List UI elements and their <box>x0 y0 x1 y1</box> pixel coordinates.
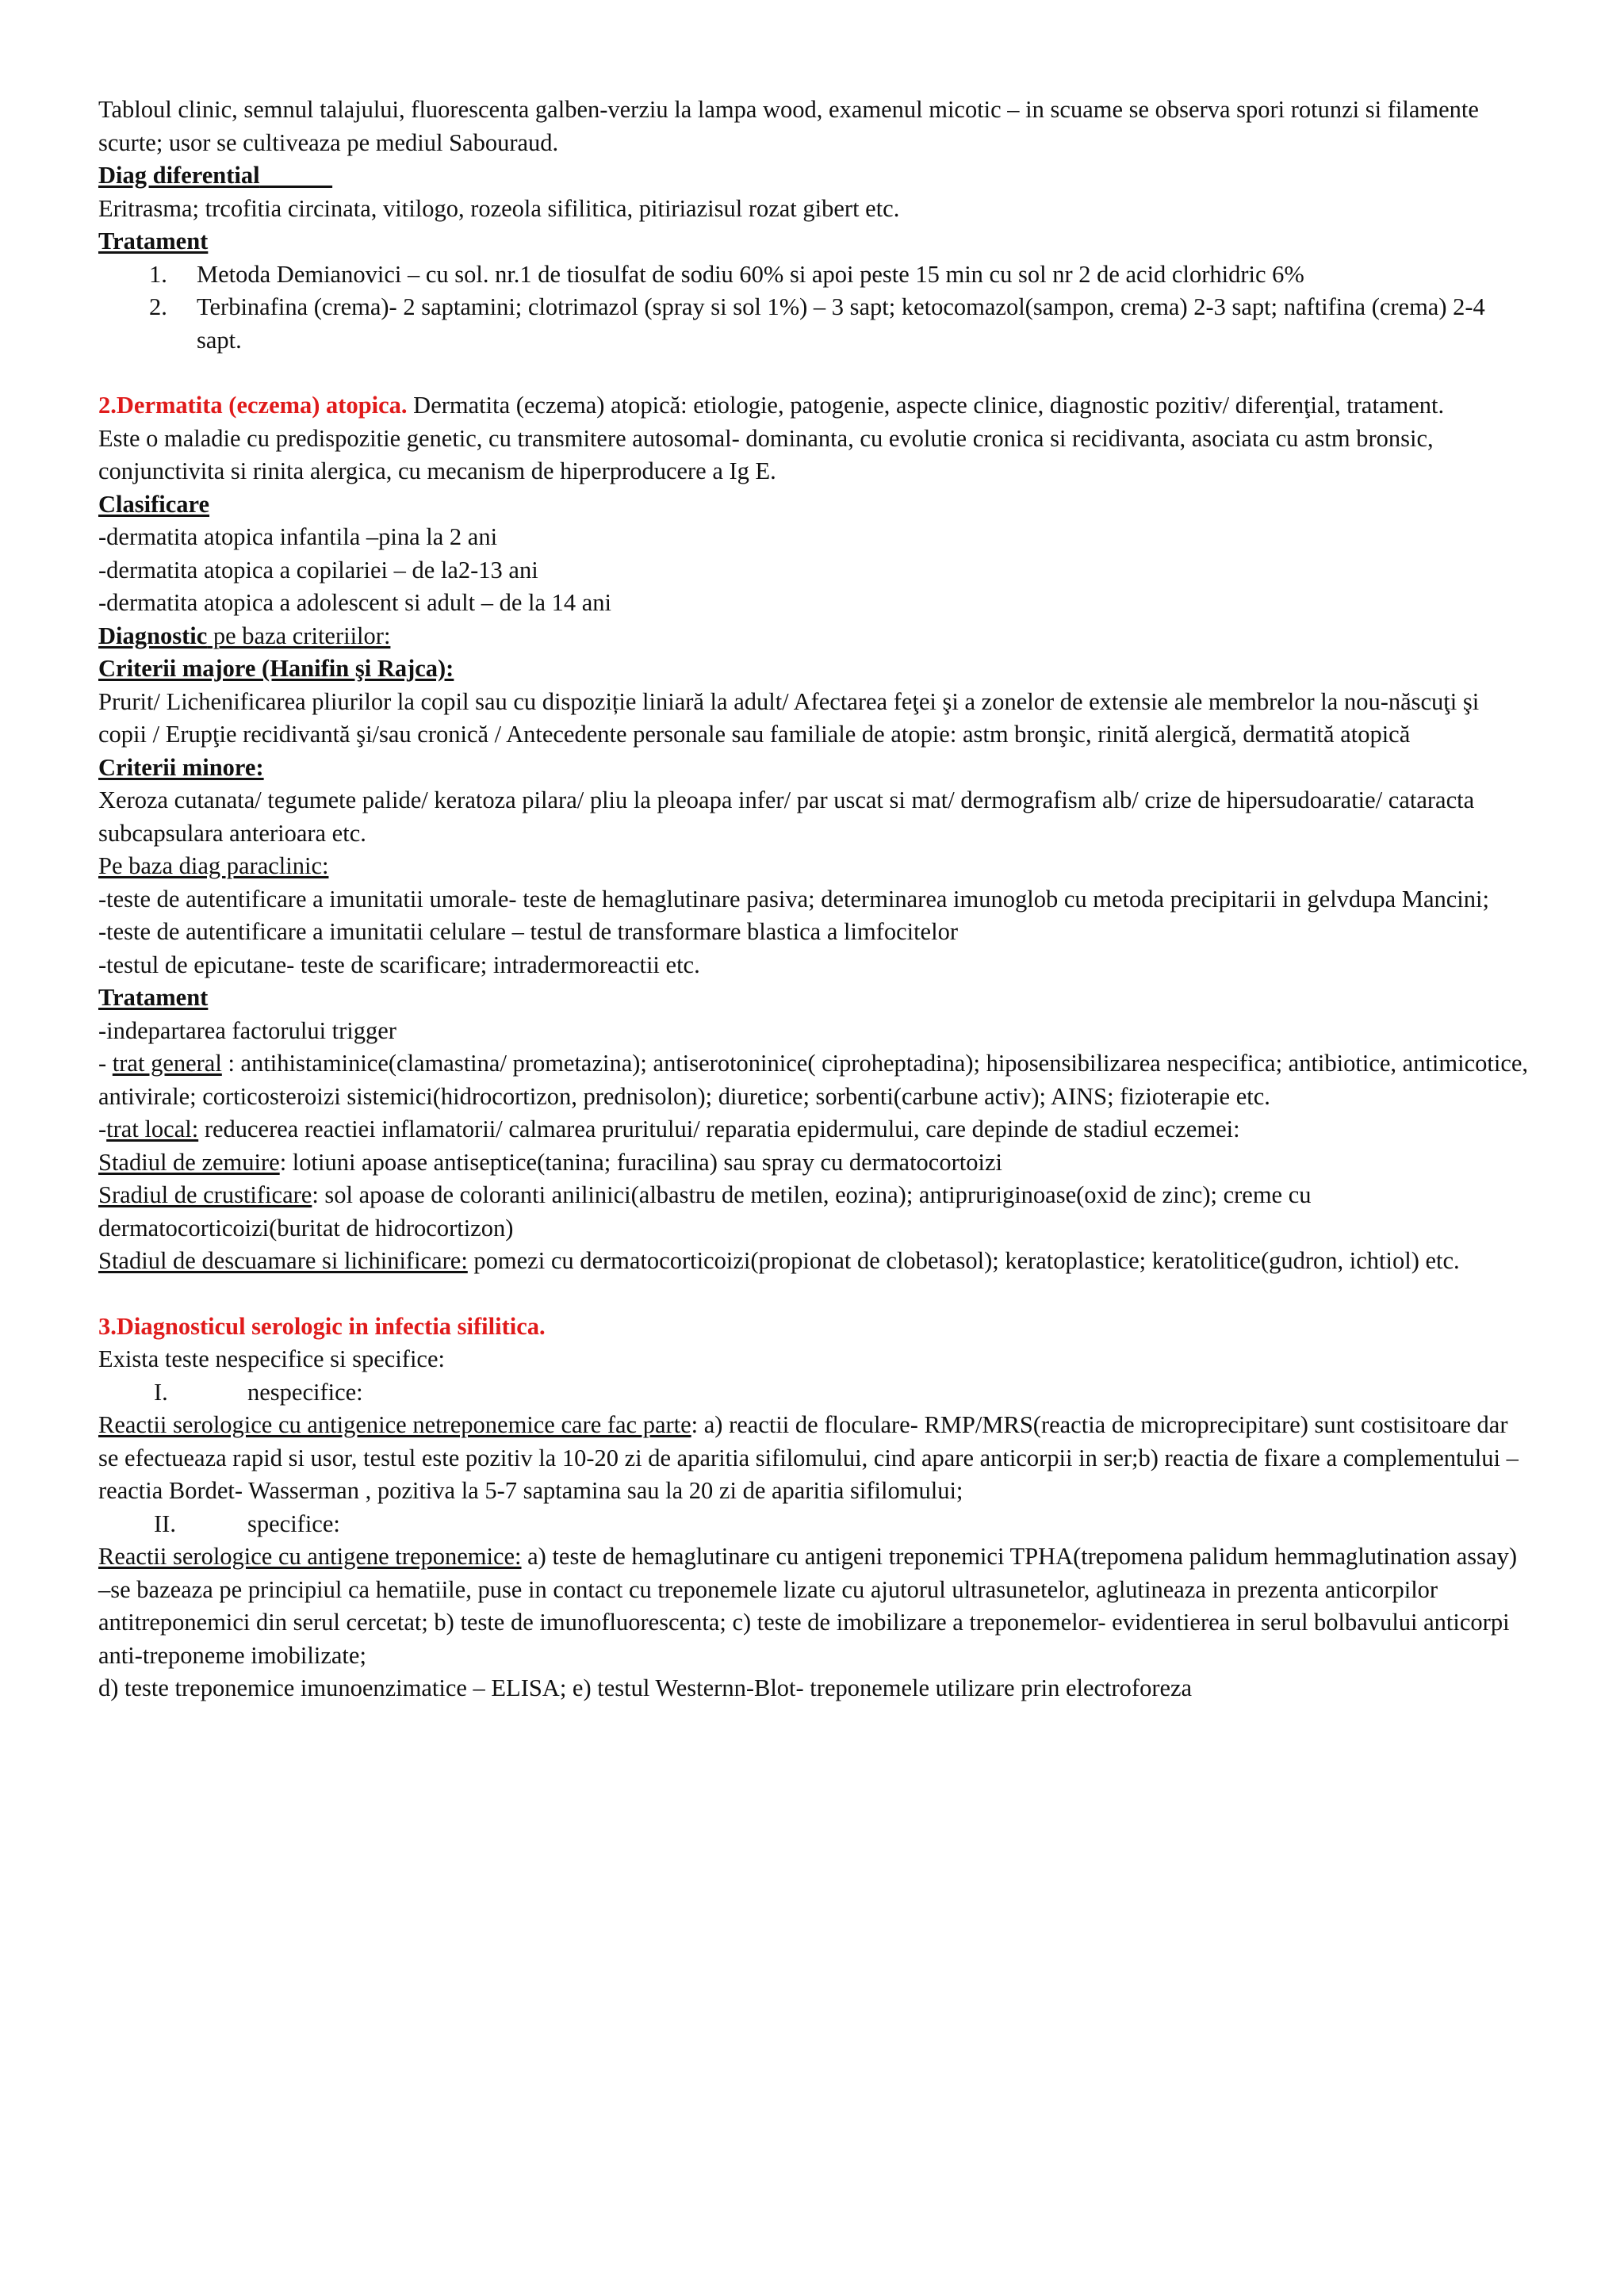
criterii-minore-text: Xeroza cutanata/ tegumete palide/ keratoza pilara/ pliu la pleoapa infer/ par uscat si mat/ dermografism alb/ crize de hipersudoaratie/ cataracta subcapsulara anterioara etc. <box>98 786 1475 847</box>
stadiu-label: Sradiul de crustificare <box>98 1181 312 1208</box>
section-3-intro: Exista teste nespecifice si specifice: <box>98 1345 445 1372</box>
tratament-trigger: -indepartarea factorului trigger <box>98 1016 396 1044</box>
clasificare-item: -dermatita atopica a adolescent si adult – de la 14 ani <box>98 589 612 616</box>
stadiu-item <box>98 1245 1529 1278</box>
list-item-text: Terbinafina (crema)- 2 saptamini; clotrimazol (spray si sol 1%) – 3 sapt; ketocomazol(sampon, crema) 2-3 sapt; naftifina (crema) 2-4 sapt. <box>197 293 1485 354</box>
stadiu-text: pomezi cu dermatocorticoizi(propionat de clobetasol); keratoplastice; keratolitice(gudron, ichtiol) etc. <box>467 1247 1460 1274</box>
part-2-label: specifice: <box>247 1510 340 1537</box>
paraclinic-item: -teste de autentificare a imunitatii umorale- teste de hemaglutinare pasiva; determinarea imunoglob cu metoda precipitarii in gelvdupa Mancini; <box>98 885 1489 913</box>
tratament-general-label: trat general <box>112 1050 222 1077</box>
section-2-title-red: 2.Dermatita (eczema) atopica. <box>98 392 408 419</box>
criterii-majore-text: Prurit/ Lichenificarea pliurilor la copil sau cu dispoziție liniară la adult/ Afectarea feţei şi a zonelor de extensie ale membrelor la nou-născuţi şi copii / Erupţie recidivantă şi/sau cronică / Antecedente personale sau familiale de atopie: astm bronşic, rinită alergică, dermatită atopică <box>98 687 1480 748</box>
part-1-heading <box>98 1376 1529 1410</box>
clasificare-item: -dermatita atopica infantila –pina la 2 ani <box>98 523 498 550</box>
stadiu-text: : lotiuni apoase antiseptice(tanina; furacilina) sau spray cu dermatocortoizi <box>279 1148 1002 1176</box>
paraclinic-item: -teste de autentificare a imunitatii celulare – testul de transformare blastica a limfocitelor <box>98 918 958 945</box>
tratament-list-1 <box>98 258 1529 358</box>
list-item <box>98 258 1529 292</box>
tratament-general: - trat general : antihistaminice(clamastina/ prometazina); antiserotoninice( ciproheptadina); hiposensibilizarea nespecifica; antibiotice, antimicotice, antivirale; corticosteroizi sistemici(hidrocortizon, prednisolon); diuretice; sorbenti(carbune activ); AINS; fizioterapie etc. <box>98 1050 1529 1110</box>
part-2-underlined: Reactii serologice cu antigene treponemice: <box>98 1543 522 1570</box>
part-2-text-continued: d) teste treponemice imunoenzimatice – ELISA; e) testul Westernn-Blot- treponemele utilizare prin electroforeza <box>98 1674 1193 1701</box>
stadiu-item <box>98 1179 1529 1245</box>
part-1-text: Reactii serologice cu antigenice netreponemice care fac parte: a) reactii de floculare- RMP/MRS(reactia de microprecipitare) sunt costisitoare dar se efectueaza rapid si usor, testul este pozitiv la 10-20 zi de aparitia sifilomului, cind apare anticorpii in ser;b) reactia de fixare a complementului – reactia Bordet- Wasserman , pozitiva la 5-7 saptamina sau la 20 zi de aparitia sifilomului; <box>98 1411 1519 1504</box>
part-2-heading <box>98 1508 1529 1541</box>
list-item <box>98 291 1529 357</box>
section-2-intro: Este o maladie cu predispozitie genetic, cu transmitere autosomal- dominanta, cu evolutie cronica si recidivanta, asociata cu astm bronsic, conjunctivita si rinita alergica, cu mecanism de hiperproducere a Ig E. <box>98 424 1434 484</box>
diagnostic-label: Diagnostic <box>98 622 208 649</box>
diag-diferential-heading <box>98 159 1529 193</box>
list-item-number: 1. <box>149 260 167 288</box>
criterii-minore-heading: Criterii minore: <box>98 753 264 781</box>
part-2-number: II. <box>154 1510 176 1537</box>
diag-diferential-text: Eritrasma; trcofitia circinata, vitilogo, rozeola sifilitica, pitiriazisul rozat gibert etc. <box>98 194 900 222</box>
tratament-local: -trat local: reducerea reactiei inflamatorii/ calmarea pruritului/ reparatia epidermului, care depinde de stadiul eczemei: <box>98 1115 1240 1142</box>
paraclinic-item: -testul de epicutane- teste de scarificare; intradermoreactii etc. <box>98 951 700 978</box>
list-item-number: 2. <box>149 293 167 320</box>
stadiu-text: : sol apoase de coloranti anilinici(albastru de metilen, eozina); antipruriginoase(oxid de zinc); creme cu dermatocorticoizi(buritat de hidrocortizon) <box>98 1181 1312 1242</box>
section-2-title-rest: Dermatita (eczema) atopică: etiologie, patogenie, aspecte clinice, diagnostic pozitiv/ diferenţial, tratament. <box>407 392 1445 419</box>
criterii-majore-heading: Criterii majore (Hanifin şi Rajca): <box>98 655 454 682</box>
tratament-heading-2: Tratament <box>98 984 209 1011</box>
diagnostic-heading <box>98 620 1529 653</box>
list-item-text: Metoda Demianovici – cu sol. nr.1 de tiosulfat de sodiu 60% si apoi peste 15 min cu sol nr 2 de acid clorhidric 6% <box>197 260 1304 288</box>
part-2-text: Reactii serologice cu antigene treponemice: a) teste de hemaglutinare cu antigeni treponemici TPHA(trepomena palidum hemmaglutination assay) –se bazeaza pe principiul ca hematiile, puse in contact cu treponemele lizate cu ajutorul ultrasunetelor, aglutineaza in prezenta anticorpilor antitreponemici din serul cercetat; b) teste de imunofluorescenta; c) teste de imobilizare a treponemelor- evidentierea in serul bolbavului anticorpi anti-treponeme imobilizate; <box>98 1543 1517 1669</box>
intro-paragraph: Tabloul clinic, semnul talajului, fluorescenta galben-verziu la lampa wood, examenul micotic – in scuame se observa spori rotunzi si filamente scurte; usor se cultiveaza pe mediul Sabouraud. <box>98 96 1479 156</box>
tratament-heading-1: Tratament <box>98 228 209 254</box>
stadiu-label: Stadiul de zemuire <box>98 1148 280 1176</box>
tratament-local-text: reducerea reactiei inflamatorii/ calmarea pruritului/ reparatia epidermului, care depinde de stadiul eczemei: <box>198 1115 1240 1142</box>
paraclinic-heading: Pe baza diag paraclinic: <box>98 852 329 879</box>
section-2-title <box>98 389 1529 423</box>
clasificare-heading: Clasificare <box>98 490 210 518</box>
tratament-general-text: : antihistaminice(clamastina/ prometazina); antiserotoninice( ciproheptadina); hiposensibilizarea nespecifica; antibiotice, antimicotice, antivirale; corticosteroizi sistemici(hidrocortizon, prednisolon); diuretice; sorbenti(carbune activ); AINS; fizioterapie etc. <box>98 1050 1529 1110</box>
part-1-label: nespecifice: <box>247 1378 363 1406</box>
stadiu-item <box>98 1146 1529 1180</box>
tratament-local-label: trat local: <box>106 1115 199 1142</box>
diag-diferential-label: Diag diferential <box>98 162 260 189</box>
stadiu-label: Stadiul de descuamare si lichinificare: <box>98 1247 468 1274</box>
diagnostic-rest: pe baza criteriilor: <box>207 622 391 649</box>
section-3-title: 3.Diagnosticul serologic in infectia sifilitica. <box>98 1312 546 1340</box>
clasificare-item: -dermatita atopica a copilariei – de la2-13 ani <box>98 556 538 584</box>
part-1-number: I. <box>154 1378 168 1406</box>
part-1-underlined: Reactii serologice cu antigenice netreponemice care fac parte <box>98 1411 691 1438</box>
